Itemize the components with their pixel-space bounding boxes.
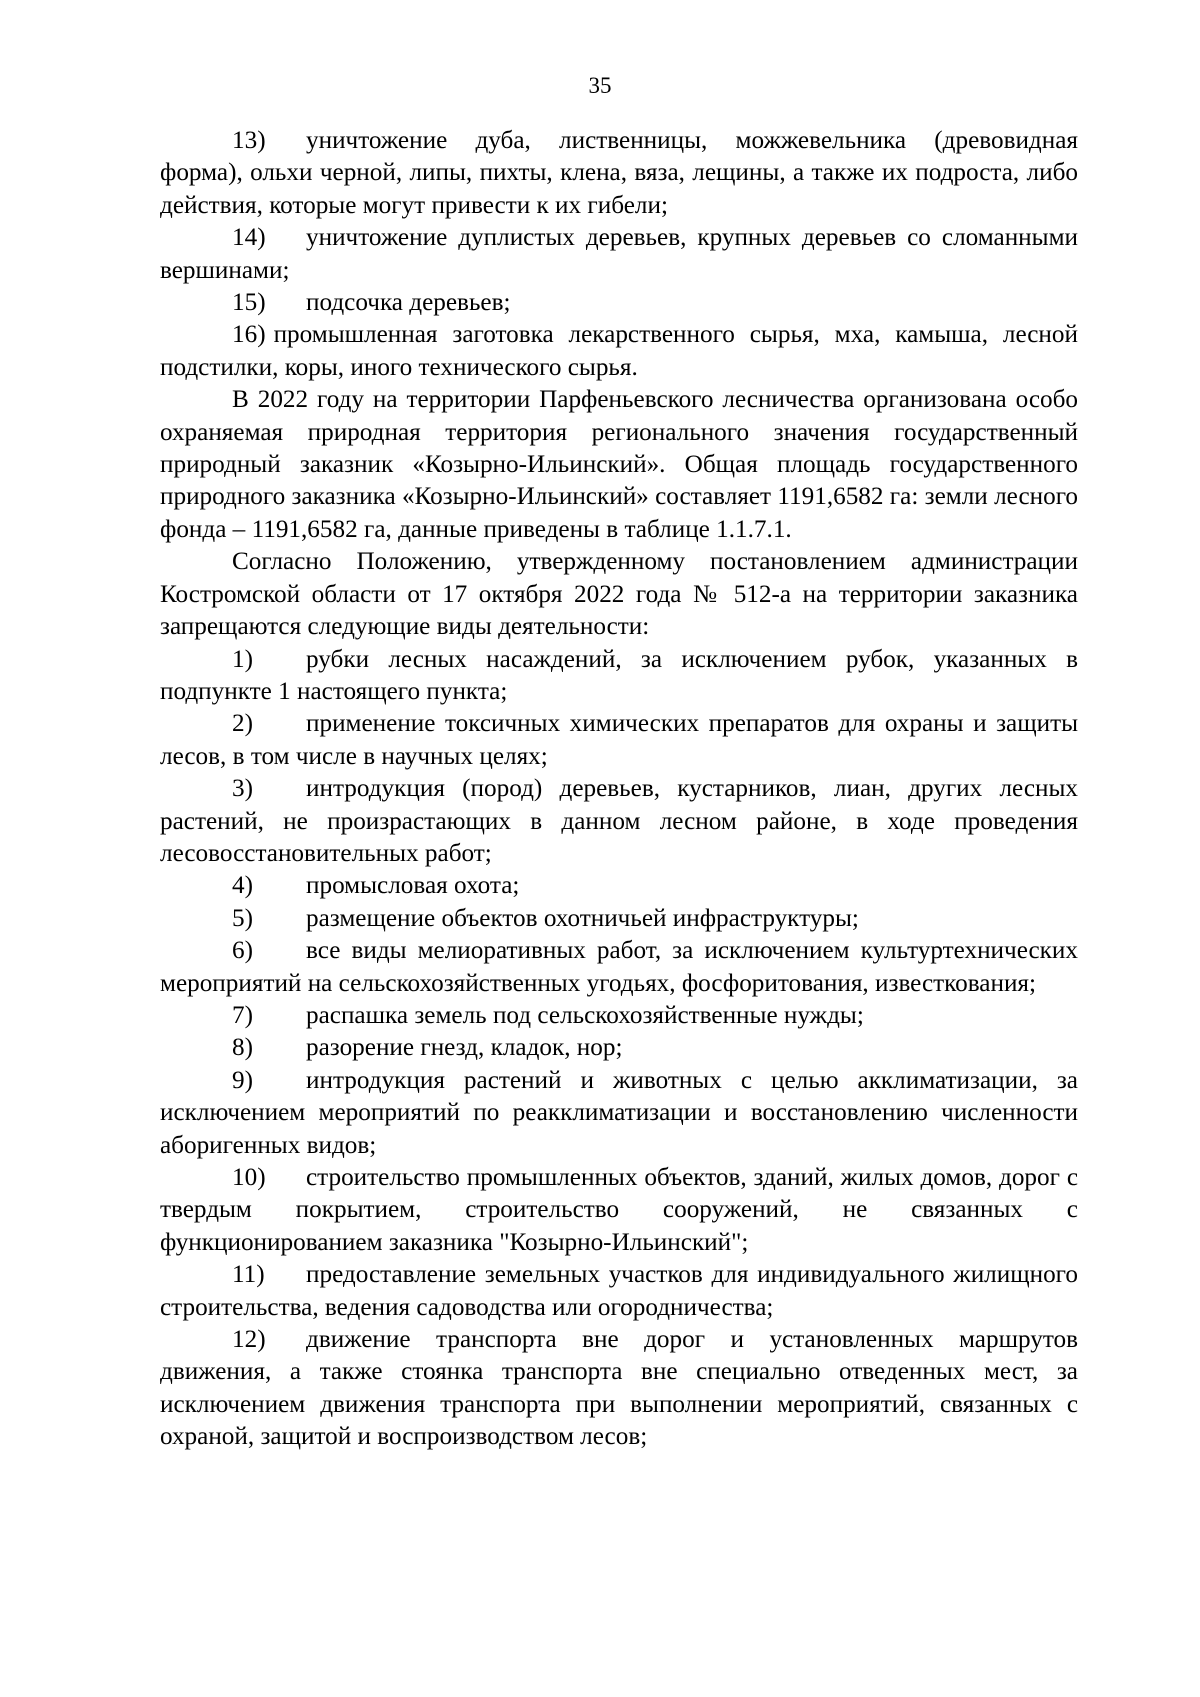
item-number: 13) — [232, 127, 266, 154]
list-item — [160, 1065, 1078, 1162]
item-text: строительство промышленных объектов, зданий, жилых домов, дорог с твердым покрытием, строительство сооружений, не связанных с функционированием заказника "Козырно-Ильинский"; — [160, 1164, 1078, 1256]
list-item — [160, 1162, 1078, 1259]
item-text: разорение гнезд, кладок, нор; — [306, 1034, 623, 1062]
list-item — [160, 1324, 1078, 1454]
item-number: 8) — [232, 1034, 253, 1062]
item-text: размещение объектов охотничьей инфраструктуры; — [306, 904, 859, 932]
item-number: 1) — [232, 645, 253, 673]
item-text: интродукция растений и животных с целью акклиматизации, за исключением мероприятий по реакклиматизации и восстановлению численности аборигенных видов; — [160, 1066, 1078, 1159]
item-number: 11) — [232, 1261, 265, 1289]
item-text: уничтожение дуплистых деревьев, крупных деревьев со сломанными вершинами; — [160, 224, 1078, 284]
list-item — [160, 708, 1078, 773]
list-item — [160, 644, 1078, 709]
list-item — [160, 319, 1078, 384]
list-item — [160, 1032, 1078, 1064]
item-text: движение транспорта вне дорог и установленных маршрутов движения, а также стоянка транспорта вне специально отведенных мест, за исключением движения транспорта при выполнении мероприятий, связанных с охраной, защитой и воспроизводством лесов; — [160, 1326, 1078, 1451]
item-text: промышленная заготовка лекарственного сырья, мха, камыша, лесной подстилки, коры, иного технического сырья. — [160, 321, 1078, 381]
paragraph-zakaznik: В 2022 году на территории Парфеньевского лесничества организована особо охраняемая природная территория регионального значения государственный природный заказник «Козырно-Ильинский». Общая площадь государственного природного заказника «Козырно-Ильинский» составляет 1191,6582 га: земли лесного фонда – 1191,6582 га, данные приведены в таблице 1.1.7.1. — [160, 386, 1078, 543]
list-item — [160, 222, 1078, 287]
item-number: 9) — [232, 1066, 253, 1094]
item-text: все виды мелиоративных работ, за исключением культуртехнических мероприятий на сельскохозяйственных угодьях, фосфоритования, известкования; — [160, 937, 1078, 997]
list-item — [160, 935, 1078, 1000]
item-text: предоставление земельных участков для индивидуального жилищного строительства, ведения садоводства или огородничества; — [160, 1261, 1078, 1321]
paragraph-regulation: Согласно Положению, утвержденному постановлением администрации Костромской области от 17 октября 2022 года № 512-а на территории заказника запрещаются следующие виды деятельности: — [160, 548, 1078, 641]
item-number: 4) — [232, 872, 253, 900]
item-number: 7) — [232, 1001, 253, 1029]
document-body — [160, 125, 1078, 1454]
item-number: 12) — [232, 1326, 266, 1354]
list-item — [160, 1000, 1078, 1032]
item-text: подсочка деревьев; — [306, 289, 511, 317]
list-item — [160, 903, 1078, 935]
item-number: 14) — [232, 224, 266, 252]
list-item — [160, 287, 1078, 319]
item-number: 16) — [232, 321, 266, 349]
page-number: 35 — [588, 73, 612, 98]
item-text: рубки лесных насаждений, за исключением рубок, указанных в подпункте 1 настоящего пункта; — [160, 645, 1078, 705]
item-number: 3) — [232, 775, 253, 803]
list-item — [160, 870, 1078, 902]
item-text: распашка земель под сельскохозяйственные нужды; — [306, 1001, 864, 1029]
item-number: 15) — [232, 289, 266, 317]
item-text: уничтожение дуба, лиственницы, можжевельника (древовидная форма), ольхи черной, липы, пихты, клена, вяза, лещины, а также их подроста, либо действия, которые могут привести к их гибели; — [160, 127, 1078, 219]
list-item — [160, 1259, 1078, 1324]
item-text: применение токсичных химических препаратов для охраны и защиты лесов, в том числе в научных целях; — [160, 710, 1078, 770]
item-number: 10) — [232, 1164, 266, 1191]
item-number: 6) — [232, 937, 253, 965]
list-item — [160, 773, 1078, 870]
item-text: интродукция (пород) деревьев, кустарников, лиан, других лесных растений, не произрастающих в данном лесном районе, в ходе проведения лесовосстановительных работ; — [160, 775, 1078, 867]
list-item — [160, 125, 1078, 222]
item-text: промысловая охота; — [306, 872, 520, 900]
item-number: 2) — [232, 710, 253, 738]
item-number: 5) — [232, 904, 253, 932]
